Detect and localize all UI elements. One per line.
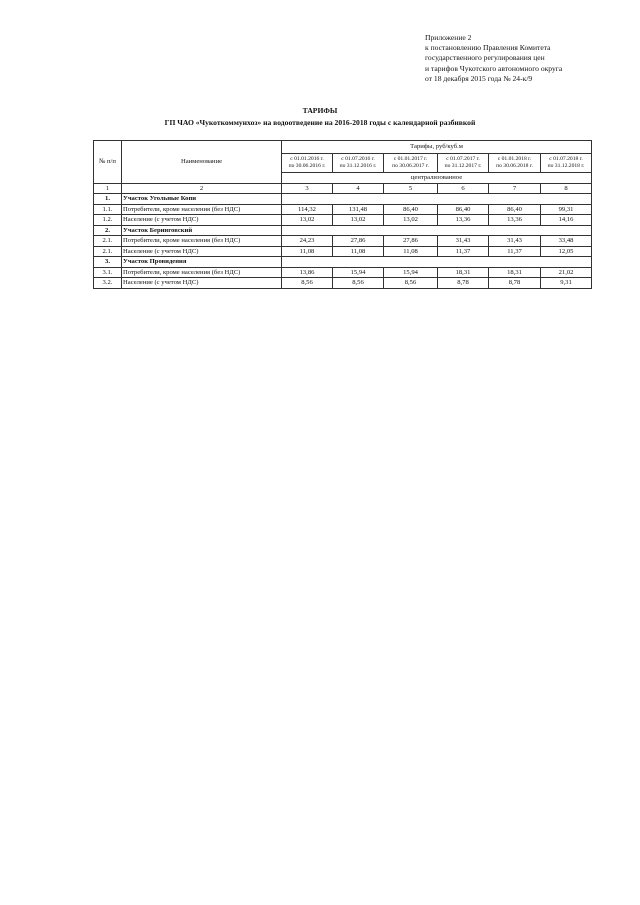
tariff-value: 13,36 — [489, 215, 541, 226]
row-num: 3. — [94, 257, 122, 268]
row-num: 1.1. — [94, 204, 122, 215]
tariff-value: 11,37 — [438, 246, 489, 257]
section-empty-cell — [282, 225, 592, 236]
tariff-value: 27,86 — [333, 236, 384, 247]
row-name: Потребители, кроме населения (без НДС) — [122, 236, 282, 247]
index-cell: 1 — [94, 183, 122, 194]
row-name: Население (с учетом НДС) — [122, 278, 282, 289]
tariff-value: 15,94 — [384, 267, 438, 278]
index-cell: 8 — [541, 183, 592, 194]
header-centralized: централизованное — [282, 173, 592, 184]
period-line: по 31.12.2016 г. — [339, 163, 377, 169]
tariff-value: 8,56 — [384, 278, 438, 289]
period-line: с 01.07.2016 г. — [341, 156, 375, 162]
index-row — [94, 183, 592, 194]
table-row — [94, 204, 592, 215]
row-num: 1.2. — [94, 215, 122, 226]
document-subtitle: ГП ЧАО «Чукоткоммунхоз» на водоотведение на 2016-2018 годы с календарной разбивкой — [164, 118, 476, 127]
tariff-value: 11,08 — [333, 246, 384, 257]
table-row — [94, 236, 592, 247]
tariff-value: 13,36 — [438, 215, 489, 226]
appendix-line: Приложение 2 — [425, 33, 472, 42]
tariff-value: 11,37 — [489, 246, 541, 257]
period-line: по 31.12.2018 г. — [547, 163, 585, 169]
tariff-value: 8,56 — [282, 278, 333, 289]
header-period — [384, 154, 438, 173]
tariff-value: 99,31 — [541, 204, 592, 215]
row-num: 1. — [94, 194, 122, 205]
row-num: 2.1. — [94, 246, 122, 257]
header-period — [282, 154, 333, 173]
section-name: Участок Угольные Копи — [122, 194, 282, 205]
index-cell: 7 — [489, 183, 541, 194]
header-name: Наименование — [122, 141, 282, 184]
header-period — [333, 154, 384, 173]
period-line: с 01.01.2016 г. — [290, 156, 324, 162]
section-row — [94, 194, 592, 205]
tariff-value: 86,40 — [438, 204, 489, 215]
tariff-value: 18,31 — [489, 267, 541, 278]
section-name: Участок Провидения — [122, 257, 282, 268]
appendix-line: от 18 декабря 2015 года № 24-к/9 — [425, 73, 533, 83]
tariff-value: 8,78 — [489, 278, 541, 289]
document-title: ТАРИФЫ — [302, 106, 338, 115]
section-row — [94, 257, 592, 268]
header-tariffs-group: Тарифы, руб/куб.м — [282, 141, 592, 154]
appendix-block — [425, 33, 562, 84]
index-cell: 3 — [282, 183, 333, 194]
period-line: с 01.07.2017 г. — [446, 156, 480, 162]
tariff-value: 14,16 — [541, 215, 592, 226]
tariff-value: 13,02 — [333, 215, 384, 226]
tariff-value: 8,56 — [333, 278, 384, 289]
row-name: Потребители, кроме населения (без НДС) — [122, 267, 282, 278]
tariff-value: 8,78 — [438, 278, 489, 289]
row-num: 3.1. — [94, 267, 122, 278]
tariff-value: 86,40 — [489, 204, 541, 215]
tariff-value: 114,32 — [282, 204, 333, 215]
period-line: по 30.06.2018 г. — [496, 163, 533, 169]
section-name: Участок Беринговский — [122, 225, 282, 236]
period-line: с 01.01.2017 г. — [393, 156, 428, 162]
tariff-value: 86,40 — [384, 204, 438, 215]
row-num: 3.2. — [94, 278, 122, 289]
index-cell: 2 — [122, 183, 282, 194]
row-name: Население (с учетом НДС) — [122, 246, 282, 257]
header-period — [438, 154, 489, 173]
tariff-value: 13,86 — [282, 267, 333, 278]
tariff-value: 13,02 — [282, 215, 333, 226]
period-line: по 31.12.2017 г. — [444, 163, 482, 169]
tariffs-table — [93, 140, 592, 289]
appendix-line: и тарифов Чукотского автономного округа — [425, 63, 563, 73]
tariff-value: 131,48 — [333, 204, 384, 215]
appendix-line: к постановлению Правления Комитета — [425, 43, 551, 53]
tariff-value: 15,94 — [333, 267, 384, 278]
tariff-value: 33,48 — [541, 236, 592, 247]
row-num: 2. — [94, 225, 122, 236]
header-row — [94, 141, 592, 154]
table-row — [94, 278, 592, 289]
table-row — [94, 267, 592, 278]
section-empty-cell — [282, 257, 592, 268]
header-period — [489, 154, 541, 173]
row-name: Население (с учетом НДС) — [122, 215, 282, 226]
row-name: Потребители, кроме населения (без НДС) — [122, 204, 282, 215]
period-line: с 01.01.2018 г. — [497, 156, 532, 162]
tariff-value: 12,05 — [541, 246, 592, 257]
index-cell: 5 — [384, 183, 438, 194]
period-line: по 30.06.2016 г. — [288, 163, 326, 169]
section-row — [94, 225, 592, 236]
index-cell: 4 — [333, 183, 384, 194]
header-period — [541, 154, 592, 173]
table-row — [94, 215, 592, 226]
tariff-value: 13,02 — [384, 215, 438, 226]
appendix-line: государственного регулирования цен — [425, 53, 545, 63]
tariff-value: 31,43 — [438, 236, 489, 247]
period-line: с 01.07.2018 г. — [549, 156, 583, 162]
tariff-value: 11,08 — [282, 246, 333, 257]
tariff-value: 31,43 — [489, 236, 541, 247]
tariff-value: 24,23 — [282, 236, 333, 247]
index-cell: 6 — [438, 183, 489, 194]
period-line: по 30.06.2017 г. — [392, 163, 429, 169]
header-num: № п/п — [94, 141, 122, 184]
tariff-value: 18,31 — [438, 267, 489, 278]
tariff-value: 11,08 — [384, 246, 438, 257]
row-num: 2.1. — [94, 236, 122, 247]
tariff-value: 21,02 — [541, 267, 592, 278]
tariff-value: 27,86 — [384, 236, 438, 247]
tariff-value: 9,31 — [541, 278, 592, 289]
section-empty-cell — [282, 194, 592, 205]
table-row — [94, 246, 592, 257]
